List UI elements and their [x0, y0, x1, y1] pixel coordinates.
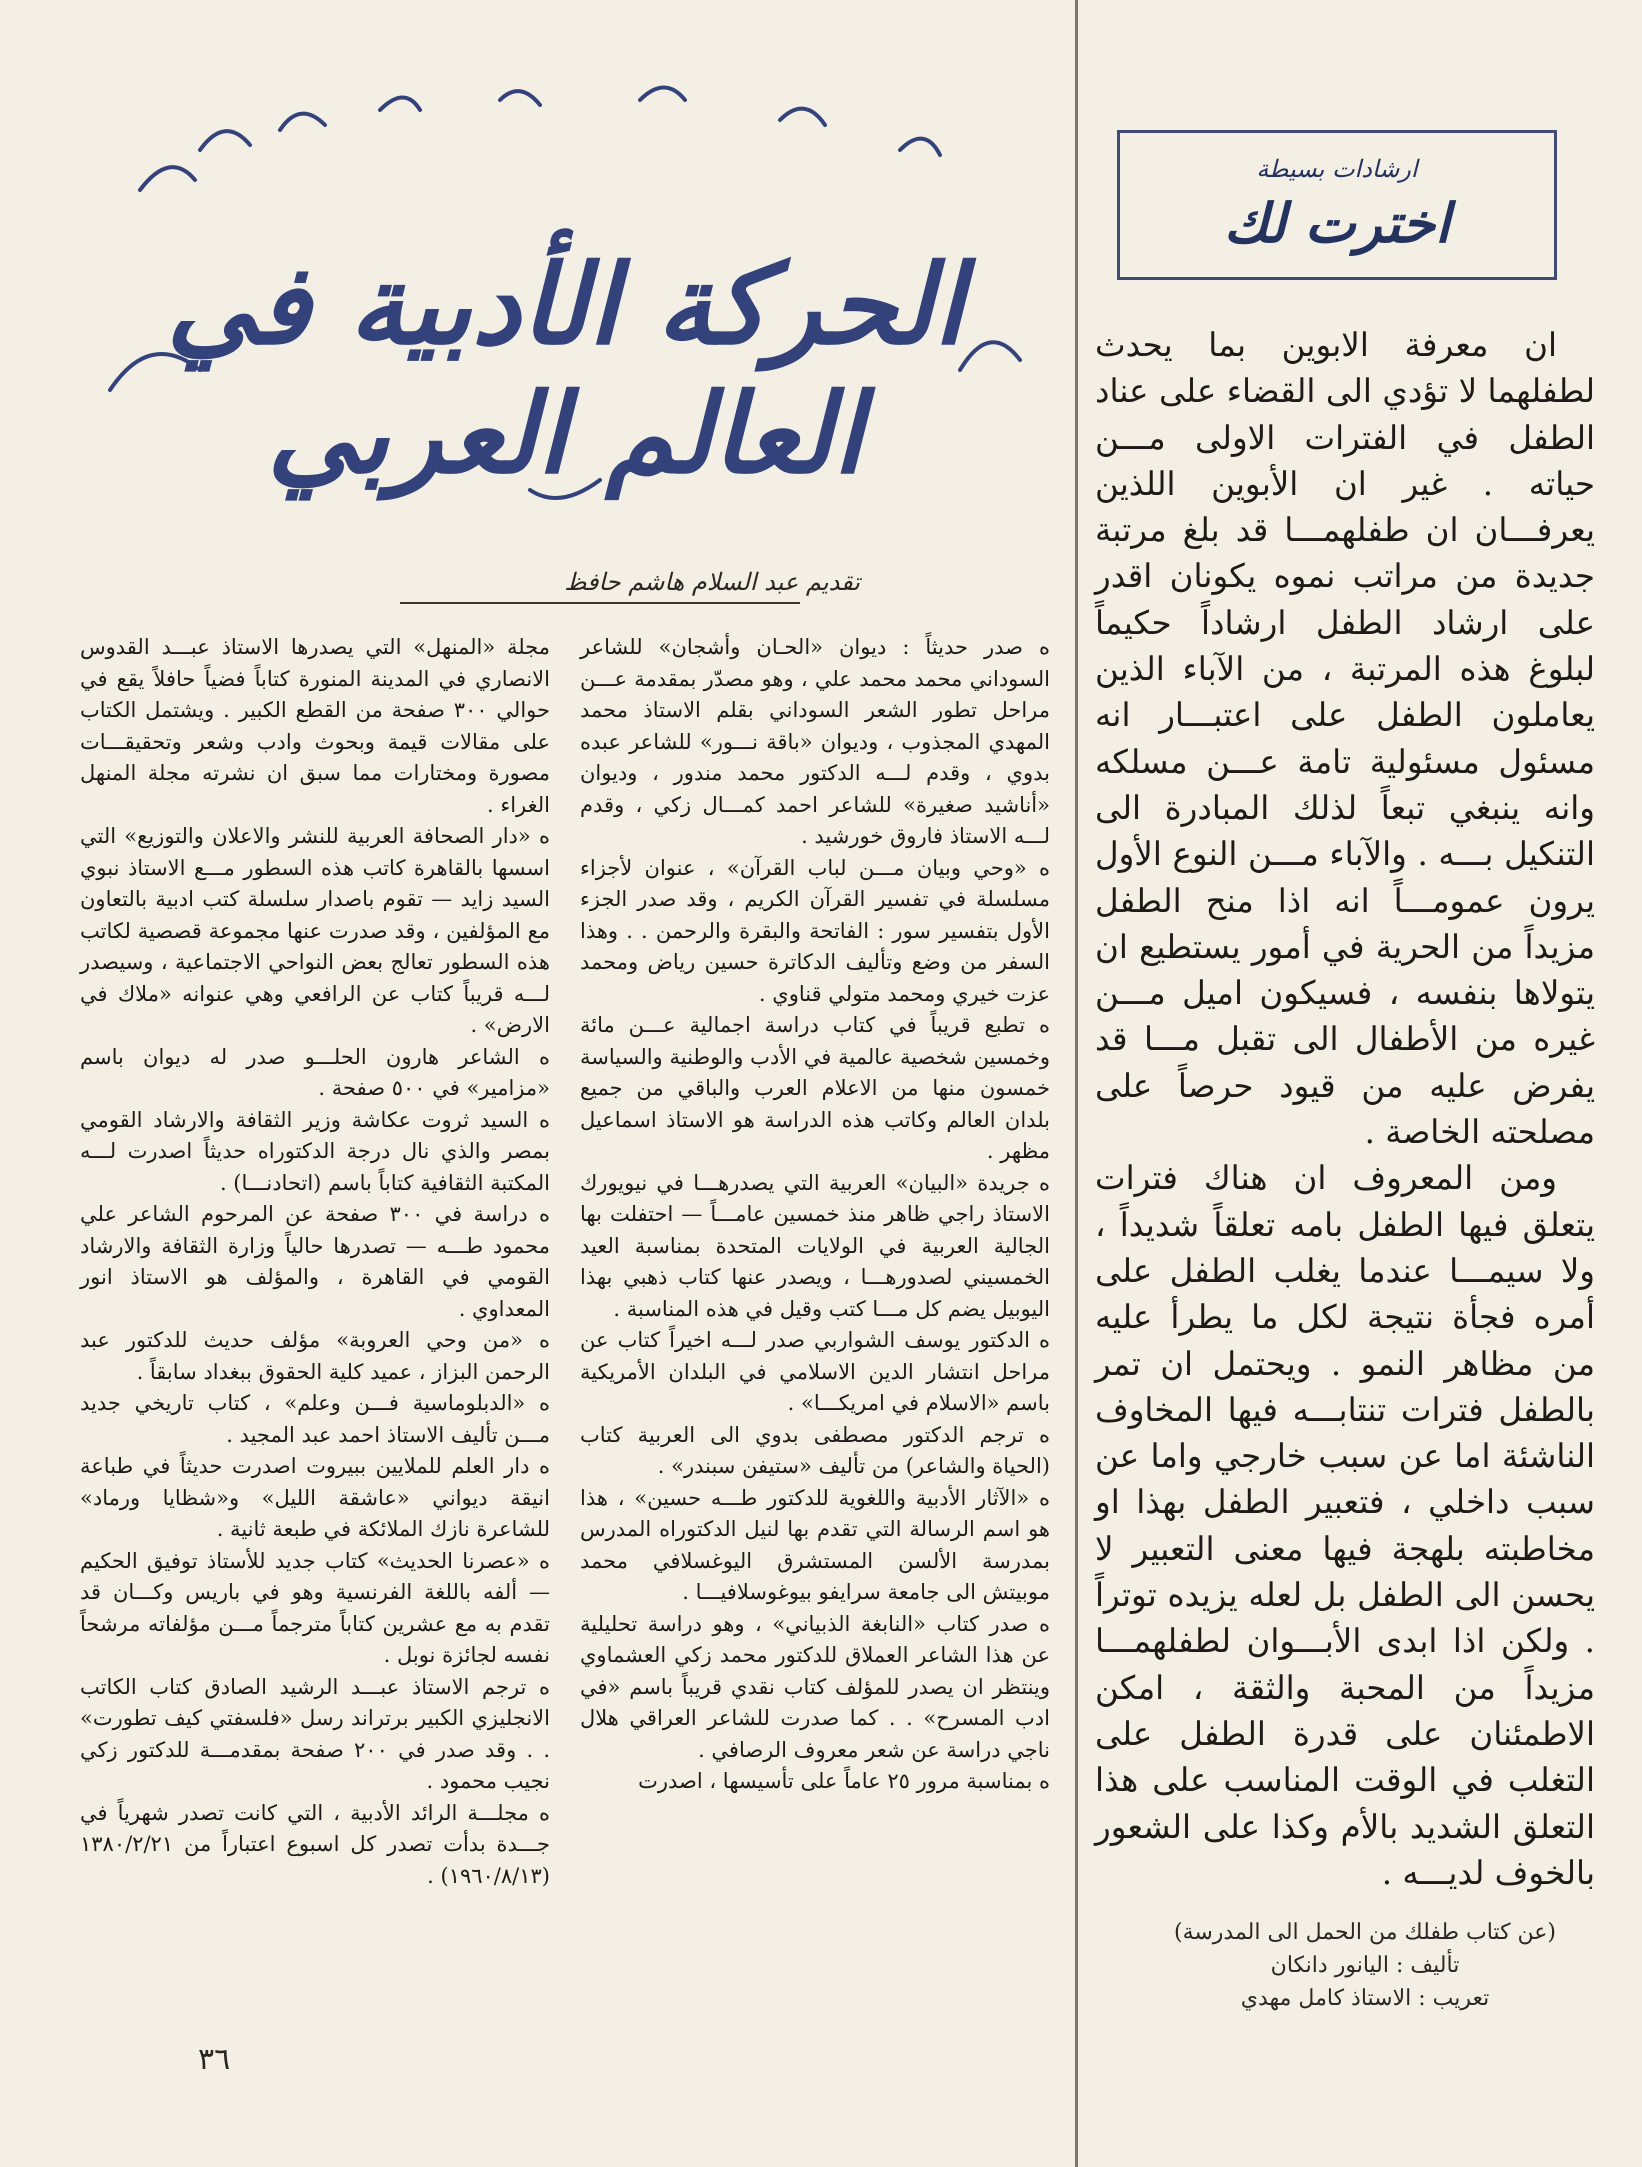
news-item: ه «عصرنا الحديث» كتاب جديد للأستاذ توفيق الحكيم — ألفه باللغة الفرنسية وهو في باريس وكـــان قد تقدم به مع عشرين كتاباً مترجماً مـــن مؤلفاته مرشحاً نفسه لجائزة نوبل .: [80, 1548, 550, 1667]
article-column-right: [580, 632, 1050, 1798]
news-item: ه جريدة «البيان» العربية التي يصدرهـــا في نيويورك الاستاذ راجي ظاهر منذ خمسين عامـــاً — احتفلت بها الجالية العربية في الولايات المتحدة بمناسبة العيد الخمسيني لصدورهـــا ، ويصدر عنها كتاب ذهبي بهذا اليوبيل يضم كل مـــا كتب وقيل في هذه المناسبة .: [580, 1170, 1050, 1321]
article-column-left: [80, 632, 550, 1892]
news-item: ه صدر كتاب «النابغة الذبياني» ، وهو دراسة تحليلية عن هذا الشاعر العملاق للدكتور محمد زكي العشماوي وينتظر ان يصدر للمؤلف كتاب نقدي قريباً باسم «في ادب المسرح» . . كما صدرت للشاعر العراقي هلال ناجي دراسة عن شعر معروف الرصافي .: [580, 1611, 1050, 1762]
page-number: ٣٦: [198, 2042, 231, 2077]
sidebar-paragraph: ان معرفة الابوين بما يحدث لطفلهما لا تؤدي الى القضاء على عناد الطفل في الفترات الاولى مـــن حياته . غير ان الأبوين اللذين يعرفـــان ان طفلهمـــا قد بلغ مرتبة جديدة من مراتب نموه يكونان اقدر على ارشاد الطفل ارشاداً حكيماً لبلوغ هذه المرتبة ، من الآباء الذين يعاملون الطفل على اعتبـــار انه مسئول مسئولية تامة عـــن مسلكه وانه ينبغي تبعاً لذلك المبادرة الى التنكيل بـــه . والآباء مـــن النوع الأول يرون عمومـــاً انه اذا منح الطفل مزيداً من الحرية في أمور يستطيع ان يتولاها بنفسه ، فسيكون اميل مـــن غيره من الأطفال الى تقبل مـــا قد يفرض عليه من قيود حرصاً على مصلحته الخاصة .: [1095, 326, 1595, 1152]
news-item: ه بمناسبة مرور ٢٥ عاماً على تأسيسها ، اصدرت: [638, 1769, 1050, 1793]
article-title: الحركة الأدبية في العالم العربي: [166, 240, 964, 498]
news-item: ه «الآثار الأدبية واللغوية للدكتور طـــه حسين» ، هذا هو اسم الرسالة التي تقدم بها لنيل الدكتوراه المدرس بمدرسة الألسن المستشرق اليوغسلافي محمد موبيتش الى جامعة سرايفو بيوغوسلافيـــا .: [580, 1485, 1050, 1604]
news-item: ه الدكتور يوسف الشواربي صدر لـــه اخيراً كتاب عن مراحل انتشار الدين الاسلامي في البلدان الأمريكية باسم «الاسلام في امريكـــا» .: [580, 1328, 1050, 1415]
sidebar-article: [1095, 322, 1595, 1896]
news-item: ه ترجم الدكتور مصطفى بدوي الى العربية كتاب (الحياة والشاعر) من تأليف «ستيفن سبندر» .: [580, 1422, 1050, 1478]
sidebar-credit: [1155, 1916, 1575, 2015]
news-item: ه «وحي وبيان مـــن لباب القرآن» ، عنوان لأجزاء مسلسلة في تفسير القرآن الكريم ، وقد صدر الجزء الأول بتفسير سور : الفاتحة والبقرة والرحمن . . وهذا السفر من وضع وتأليف الدكاترة حسين رياض ومحمد عزت خيري ومحمد متولي قناوي .: [580, 855, 1050, 1006]
byline: تقديم عبد السلام هاشم حافظ: [564, 568, 860, 596]
credit-author: تأليف : اليانور دانكان: [1270, 1953, 1460, 1978]
news-item: ه السيد ثروت عكاشة وزير الثقافة والارشاد القومي بمصر والذي نال درجة الدكتوراه حديثاً اصدرت لـــه المكتبة الثقافية كتاباً باسم (اتحادنـــا) .: [80, 1107, 550, 1195]
sidebar-paragraph: ومن المعروف ان هناك فترات يتعلق فيها الطفل بامه تعلقاً شديداً ، ولا سيمـــا عندما يغلب الطفل على أمره فجأة نتيجة لكل ما يطرأ عليه من مظاهر النمو . ويحتمل ان تمر بالطفل فترات تنتابـــه فيها المخاوف الناشئة اما عن سبب خارجي واما عن سبب داخلي ، فتعبير الطفل بهذا او مخاطبته بلهجة فيها معنى التعبير لا يحسن الى الطفل بل لعله يزيده توتراً . ولكن اذا ابدى الأبـــوان لطفلهمـــا مزيداً من المحبة والثقة ، امكن الاطمئنان على قدرة الطفل على التغلب في الوقت المناسب على هذا التعلق الشديد بالأم وكذا على الشعور بالخوف لديـــه .: [1095, 1159, 1595, 1892]
sidebar-title-box: [1117, 130, 1557, 280]
byline-rule: [400, 602, 800, 604]
news-item: ه دار العلم للملايين ببيروت اصدرت حديثاً في طباعة انيقة ديواني «عاشقة الليل» و«شظايا ورماد» للشاعرة نازك الملائكة في طبعة ثانية .: [80, 1454, 550, 1541]
news-item: ه صدر حديثاً : ديوان «الحـان وأشجان» للشاعر السوداني محمد محمد علي ، وهو مصدّر بمقدمة عـــن مراحل تطور الشعر السوداني بقلم الاستاذ محمد المهدي المجذوب ، وديوان «باقة نـــور» للشاعر عبده بدوي ، وقدم لـــه الدكتور محمد مندور ، وديوان «أناشيد صغيرة» للشاعر احمد كمـــال زكي ، وقدم لـــه الاستاذ فاروق خورشيد .: [580, 635, 1050, 848]
news-item: ه «من وحي العروبة» مؤلف حديث للدكتور عبد الرحمن البزاز ، عميد كلية الحقوق ببغداد سابقاً .: [80, 1328, 550, 1384]
sidebar-title: اخترت لك: [1223, 191, 1451, 255]
news-item: ه «دار الصحافة العربية للنشر والاعلان والتوزيع» التي اسسها بالقاهرة كاتب هذه السطور مـــع الاستاذ نبوي السيد زايد — تقوم باصدار سلسلة كتب ادبية بالتعاون مع المؤلفين ، وقد صدرت عنها مجموعة قصصية لكاتب هذه السطور تعالج بعض النواحي الاجتماعية ، وسيصدر لـــه قريباً كتاب عن الرافعي وهي عنوانه «ملاك في الارض» .: [80, 824, 550, 1037]
news-item: ه مجلـــة الرائد الأدبية ، التي كانت تصدر شهرياً في جـــدة بدأت تصدر كل اسبوع اعتباراً من ١٣٨٠/٢/٢١ (١٩٦٠/٨/١٣) .: [80, 1800, 550, 1888]
sidebar-kicker: ارشادات بسيطة: [1256, 155, 1418, 183]
sidebar: [1095, 0, 1615, 2167]
news-item: ه «الدبلوماسية فـــن وعلم» ، كتاب تاريخي جديد مـــن تأليف الاستاذ احمد عبد المجيد .: [80, 1391, 550, 1447]
news-item: ه تطبع قريباً في كتاب دراسة اجمالية عـــن مائة وخمسين شخصية عالمية في الأدب والوطنية والسياسة خمسون منها من الاعلام العرب والباقي من جميع بلدان العالم وكاتب هذه الدراسة هو الاستاذ اسماعيل مظهر .: [580, 1013, 1050, 1163]
credit-source: (عن كتاب طفلك من الحمل الى المدرسة): [1173, 1920, 1556, 1945]
news-item: ه ترجم الاستاذ عبـــد الرشيد الصادق كتاب الكاتب الانجليزي الكبير برتراند رسل «فلسفتي كيف تطورت» . . وقد صدر في ٢٠٠ صفحة بمقدمـــة للدكتور زكي نجيب محمود .: [80, 1674, 550, 1793]
news-item: مجلة «المنهل» التي يصدرها الاستاذ عبـــد القدوس الانصاري في المدينة المنورة كتاباً فضياً حافلاً يقع في حوالي ٣٠٠ صفحة من القطع الكبير . ويشتمل الكتاب على مقالات قيمة وبحوث وادب وشعر وتحقيقـــات مصورة ومختارات مما سبق ان نشرته مجلة المنهل الغراء .: [80, 635, 550, 817]
column-divider: [1075, 0, 1078, 2167]
news-item: ه الشاعر هارون الحلـــو صدر له ديوان باسم «مزامير» في ٥٠٠ صفحة .: [80, 1044, 550, 1100]
credit-translator: تعريب : الاستاذ كامل مهدي: [1240, 1986, 1490, 2011]
main-article: [80, 0, 1050, 2167]
news-item: ه دراسة في ٣٠٠ صفحة عن المرحوم الشاعر علي محمود طـــه — تصدرها حالياً وزارة الثقافة والارشاد القومي في القاهرة ، والمؤلف هو الاستاذ انور المعداوي .: [80, 1202, 550, 1321]
